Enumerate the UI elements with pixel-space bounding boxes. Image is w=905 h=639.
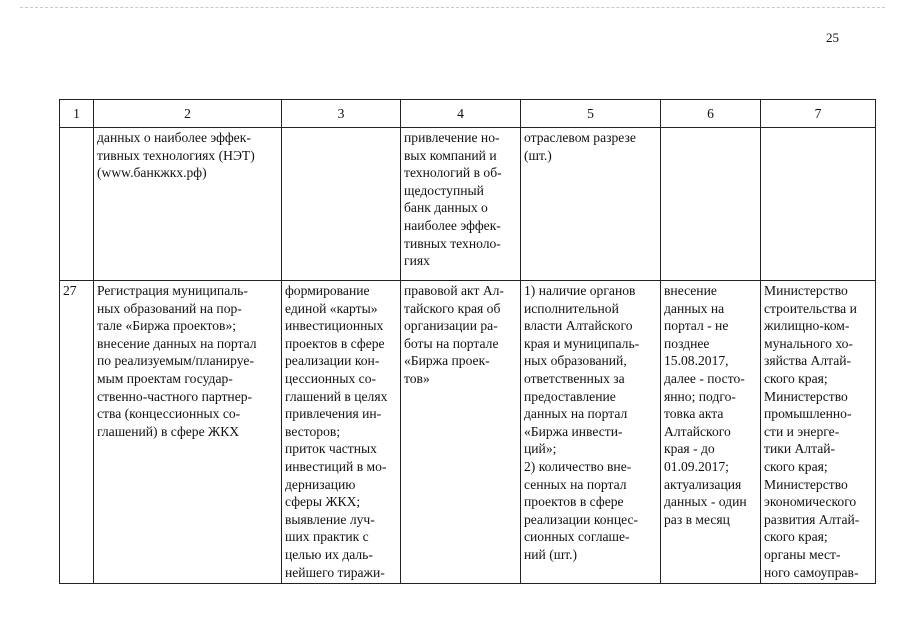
- measures-table: [59, 99, 876, 584]
- indicator-cell: 1) наличие органов исполнительной власти Алтайского края и муниципаль- ных образований, ответственных за предоставление данных на портал «Биржа инвести- ций»; 2) количество вне- сенных на портал проектов в сфере реализации концес- сионных соглаше- ний (шт.): [521, 281, 661, 584]
- measure-cell: Регистрация муниципаль- ных образований на пор- тале «Биржа проектов»; внесение данных на портал по реализуемым/планируе- мым проектам государ- ственно-частного партнер- ства (концессионных со- глашений) в сфере ЖКХ: [94, 281, 282, 584]
- table-row: [60, 128, 876, 281]
- responsible-cell: Министерство строительства и жилищно-ком- мунального хо- зяйства Алтай- ского края; Министерство промышленно- сти и энерге- тики Алтай- ского края; Министерство экономического развития Алтай- ского края; органы мест- ного самоуправ-: [761, 281, 876, 584]
- col-header-7: 7: [761, 100, 876, 128]
- row-number-cell: [60, 128, 94, 281]
- deadline-cell: [661, 128, 761, 281]
- responsible-cell: [761, 128, 876, 281]
- col-header-4: 4: [401, 100, 521, 128]
- table-row: [60, 281, 876, 584]
- header-row: [60, 100, 876, 128]
- col-header-3: 3: [282, 100, 401, 128]
- page-top-rule: [20, 7, 885, 8]
- col-header-6: 6: [661, 100, 761, 128]
- col-header-5: 5: [521, 100, 661, 128]
- goal-cell: [282, 128, 401, 281]
- measure-cell: данных о наиболее эффек- тивных технологиях (НЭТ) (www.банкжкх.рф): [94, 128, 282, 281]
- row-number-cell: 27: [60, 281, 94, 584]
- result-cell: привлечение но- вых компаний и технологий в об- щедоступный банк данных о наиболее эффек- тивных техноло- гиях: [401, 128, 521, 281]
- page-number: 25: [826, 30, 839, 45]
- col-header-2: 2: [94, 100, 282, 128]
- col-header-1: 1: [60, 100, 94, 128]
- deadline-cell: внесение данных на портал - не позднее 15.08.2017, далее - посто- янно; подго- товка акта Алтайского края - до 01.09.2017; актуализация данных - один раз в месяц: [661, 281, 761, 584]
- goal-cell: формирование единой «карты» инвестиционных проектов в сфере реализации кон- цессионных со- глашений в целях привлечения ин- весторов; приток частных инвестиций в мо- дернизацию сферы ЖКХ; выявление луч- ших практик с целью их даль- нейшего тиражи-: [282, 281, 401, 584]
- result-cell: правовой акт Ал- тайского края об организации ра- боты на портале «Биржа проек- тов»: [401, 281, 521, 584]
- indicator-cell: отраслевом разрезе (шт.): [521, 128, 661, 281]
